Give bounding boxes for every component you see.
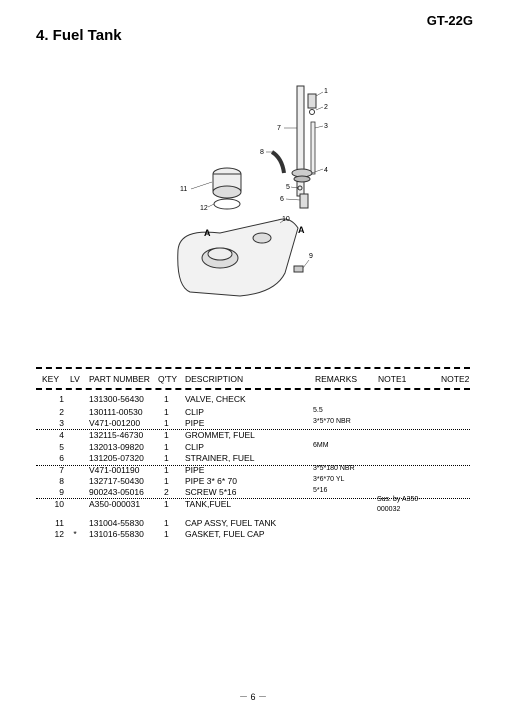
row-1-desc: VALVE, CHECK [185,394,246,404]
row-5-qty: 1 [164,442,169,452]
row-2-desc: CLIP [185,407,204,417]
col-header-lv: LV [70,374,80,384]
row-9-desc: SCREW 5*16 [185,487,237,497]
row-1-key: 1 [59,394,64,404]
col-header-remarks: REMARKS [315,374,358,384]
row-12-lv: * [73,529,77,539]
row-11-desc: CAP ASSY, FUEL TANK [185,518,277,528]
row-10-note1: Sus. by A350-000032 [377,496,421,513]
row-4-part: 132115-46730 [89,430,144,440]
row-12-part: 131016-55830 [89,529,144,539]
row-3-desc: PIPE [185,418,205,428]
row-7-remarks: 3*5*180 NBR [313,465,355,472]
row-7-desc: PIPE [185,465,205,475]
row-6-key: 6 [59,453,64,463]
callout-2: 2 [324,104,328,111]
callout-11: 11 [180,186,188,193]
row-3-qty: 1 [164,418,169,428]
row-4-desc: GROMMET, FUEL [185,430,255,440]
row-2-key: 2 [59,407,64,417]
row-8-remarks: 3*6*70 YL [313,476,345,483]
callout-12: 12 [200,205,208,212]
row-12-key: 12 [54,529,64,539]
row-12-qty: 1 [164,529,169,539]
view-label-a-left: A [204,228,211,238]
col-header-part-number: PART NUMBER [89,374,150,384]
row-10-qty: 1 [164,499,169,509]
row-5-remarks: 6MM [313,442,329,449]
callout-7: 7 [277,125,281,132]
col-header-description: DESCRIPTION [185,374,244,384]
row-2-part: 130111-00530 [89,407,143,417]
row-5-key: 5 [59,442,64,452]
col-header-note1: NOTE1 [378,374,407,384]
header-rule-top [36,367,470,369]
row-5-part: 132013-09820 [89,442,144,452]
col-header-qty: Q'TY [158,374,178,384]
header-rule-bottom [36,388,470,390]
model-code: GT-22G [426,13,473,28]
row-7-part: V471-001190 [89,465,140,475]
col-header-key: KEY [42,374,60,384]
view-label-a-right: A [298,225,305,235]
row-10-desc: TANK,FUEL [185,499,232,509]
row-7-qty: 1 [164,465,169,475]
callout-4: 4 [324,167,328,174]
callout-9: 9 [309,253,313,260]
callout-1: 1 [324,88,328,95]
section-title: 4. Fuel Tank [36,27,122,44]
row-9-remarks: 5*16 [313,487,328,494]
row-3-part: V471-001200 [89,418,141,428]
row-8-qty: 1 [164,476,169,486]
callout-8: 8 [260,149,264,156]
row-1-qty: 1 [164,394,169,404]
row-4-key: 4 [59,430,64,440]
row-6-desc: STRAINER, FUEL [185,453,255,463]
row-8-key: 8 [59,476,64,486]
exploded-parts-diagram [160,78,360,303]
row-4-qty: 1 [164,430,169,440]
row-10-part: A350-000031 [89,499,141,509]
row-9-part: 900243-05016 [89,487,144,497]
row-6-part: 131205-07320 [89,453,144,463]
row-9-qty: 2 [164,487,169,497]
row-3-key: 3 [59,418,64,428]
row-5-desc: CLIP [185,442,204,452]
row-12-desc: GASKET, FUEL CAP [185,529,265,539]
col-header-note2: NOTE2 [441,374,470,384]
callout-10: 10 [282,216,290,223]
row-2-qty: 1 [164,407,169,417]
row-6-qty: 1 [164,453,169,463]
row-9-key: 9 [59,487,64,497]
row-2-remarks: 5.5 [313,407,323,414]
row-11-key: 11 [55,518,64,528]
callout-3: 3 [324,123,328,130]
row-1-part: 131300-56430 [89,394,144,404]
page-number: － 6 － [238,692,267,702]
row-11-part: 131004-55830 [89,518,144,528]
row-10-key: 10 [54,499,64,509]
callout-5: 5 [286,184,290,191]
row-7-key: 7 [59,465,64,475]
callout-6: 6 [280,196,284,203]
row-3-remarks: 3*5*70 NBR [313,418,351,425]
row-8-part: 132717-50430 [89,476,144,486]
row-11-qty: 1 [164,518,169,528]
row-8-desc: PIPE 3* 6* 70 [185,476,237,486]
